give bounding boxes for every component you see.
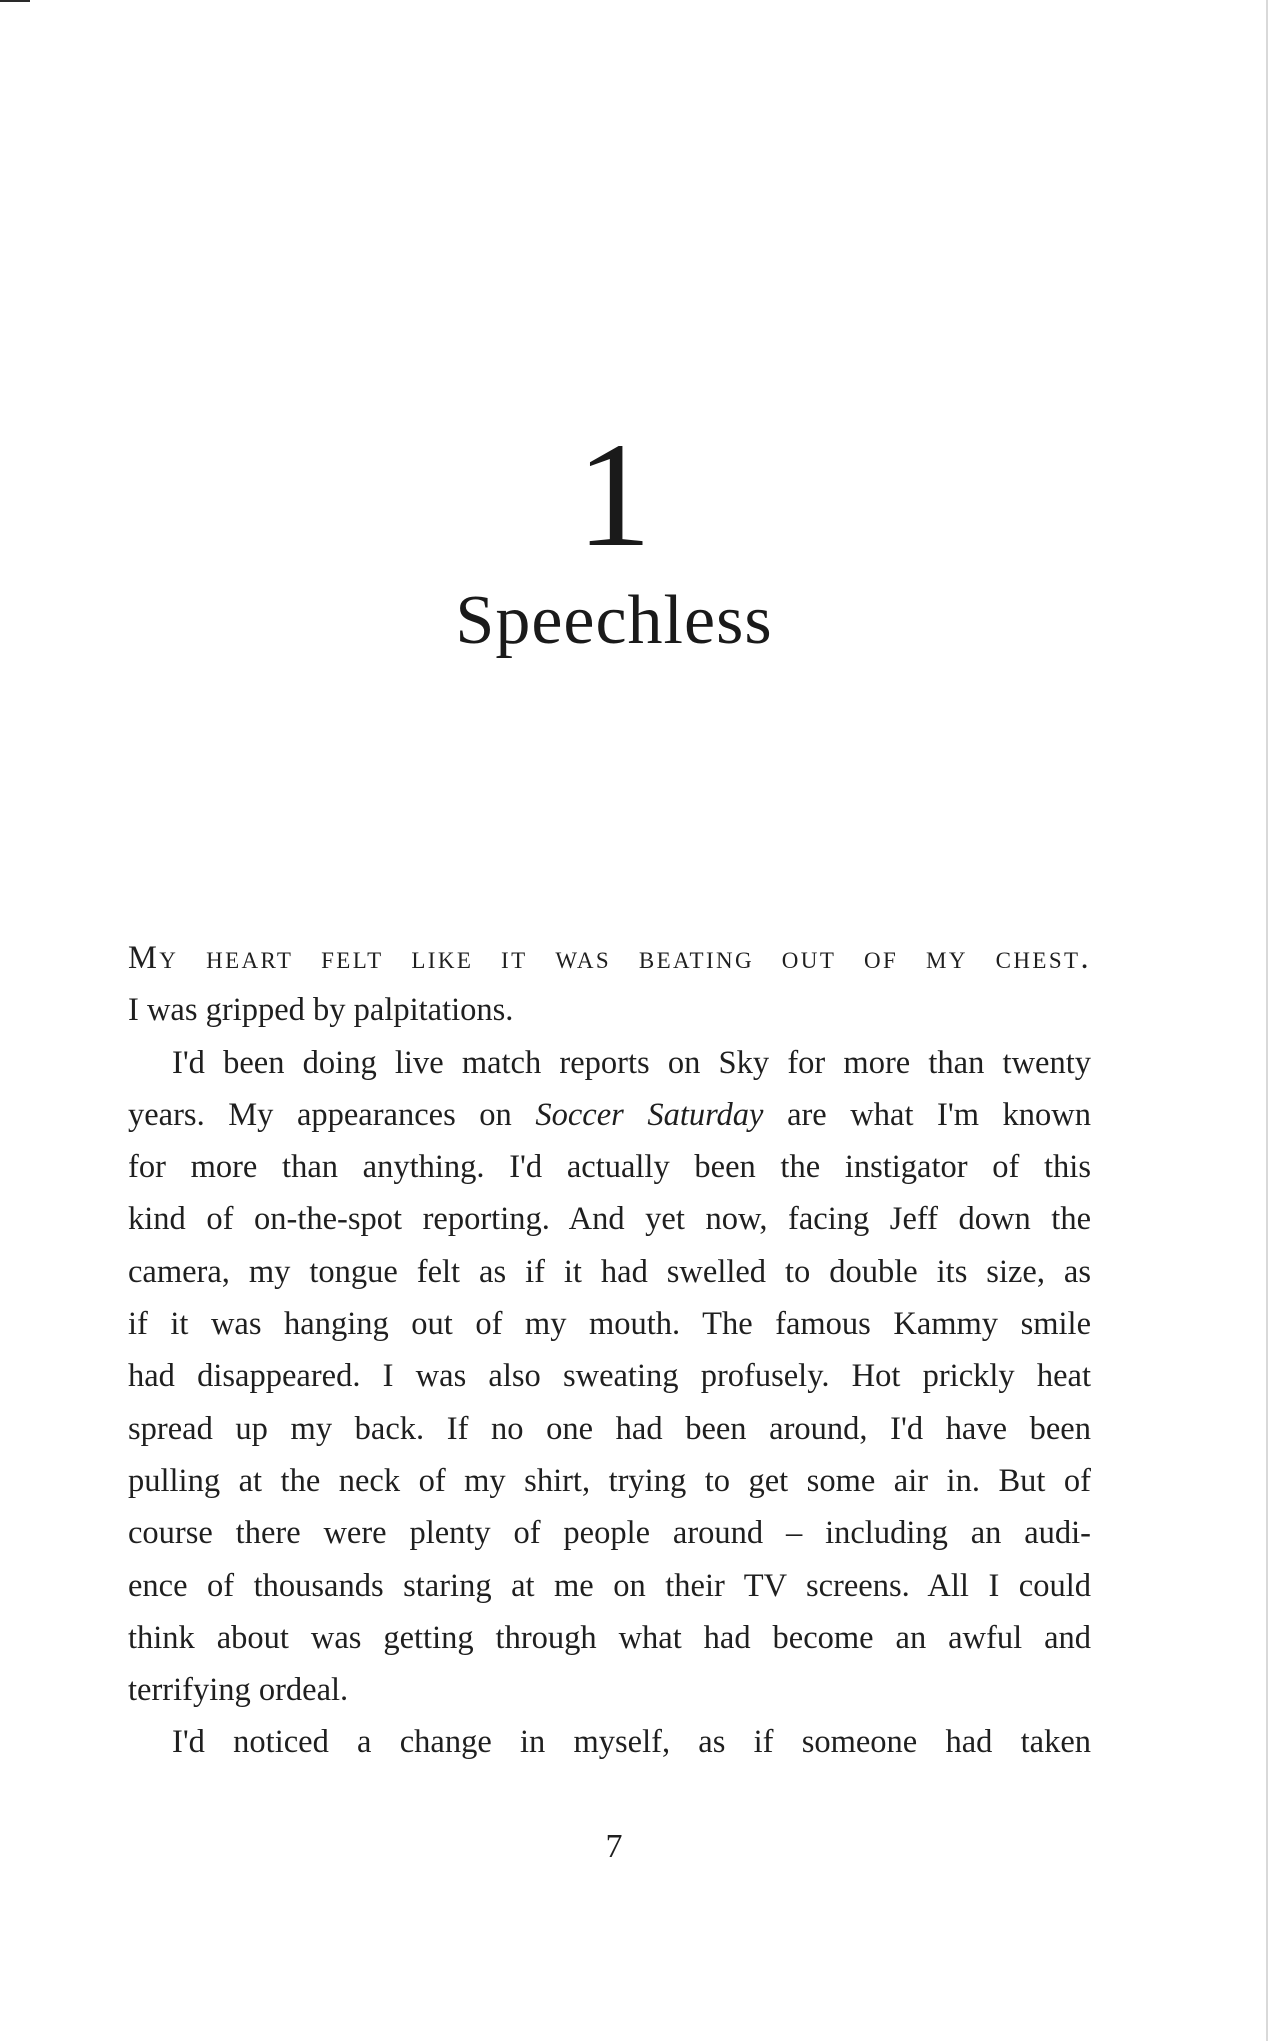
chapter-title: Speechless [455, 582, 773, 659]
body-line: I'd been doing live match reports on Sky for more than twenty [172, 1044, 1091, 1081]
body-line: kind of on-the-spot reporting. And yet now, facing Jeff down the [128, 1201, 1091, 1238]
body-line: course there were plenty of people around – including an audi- [128, 1515, 1091, 1552]
body-line: ence of thousands staring at me on their TV screens. All I could [128, 1567, 1091, 1604]
body-line: I'd noticed a change in myself, as if someone had taken [172, 1724, 1091, 1761]
body-line: had disappeared. I was also sweating profusely. Hot prickly heat [128, 1358, 1091, 1395]
page-edge-top [0, 0, 30, 2]
page-number: 7 [605, 1828, 623, 1865]
body-line: if it was hanging out of my mouth. The famous Kammy smile [128, 1306, 1091, 1343]
opening-line: My heart felt like it was beating out of my chest. [128, 940, 1091, 976]
chapter-number: 1 [576, 412, 652, 578]
body-line: camera, my tongue felt as if it had swelled to double its size, as [128, 1253, 1091, 1290]
page-edge-right [1266, 0, 1268, 2041]
body-line-with-italic [128, 1089, 1091, 1141]
body-text [128, 932, 1091, 1769]
body-line-part: are what I'm known [787, 1096, 1092, 1133]
body-line: pulling at the neck of my shirt, trying to get some air in. But of [128, 1462, 1091, 1499]
show-title-italic: Soccer Saturday [535, 1096, 764, 1133]
body-line: think about was getting through what had become an awful and [128, 1619, 1091, 1656]
body-line: spread up my back. If no one had been around, I'd have been [128, 1410, 1091, 1447]
body-line: for more than anything. I'd actually been the instigator of this [128, 1149, 1091, 1186]
body-line: terrifying ordeal. [128, 1672, 349, 1709]
body-line-part: years. My appearances on [128, 1096, 512, 1133]
body-line: I was gripped by palpitations. [128, 992, 514, 1029]
